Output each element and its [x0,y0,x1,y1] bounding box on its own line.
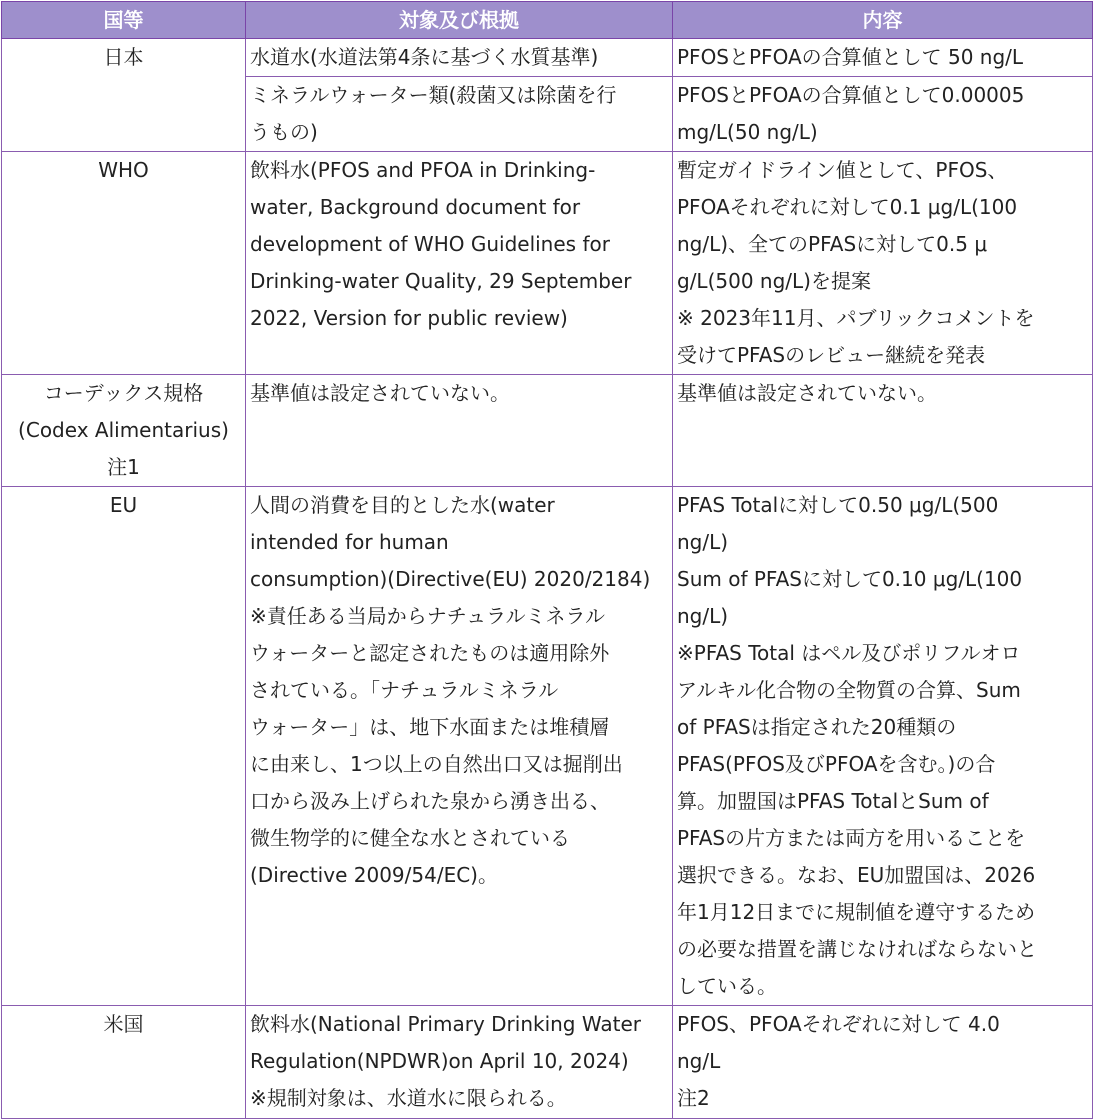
basis-cell: ミネラルウォーター類(殺菌又は除菌を行 うもの) [246,77,673,152]
country-cell: コーデックス規格 (Codex Alimentarius) 注1 [2,375,246,487]
basis-cell: 基準値は設定されていない。 [246,375,673,487]
country-cell: EU [2,487,246,1006]
header-country: 国等 [2,2,246,39]
table-row [2,487,1093,1006]
content-cell: PFAS Totalに対して0.50 μg/L(500 ng/L) Sum of PFASに対して0.10 μg/L(100 ng/L) ※PFAS Total はペル及びポリフルオロ アルキル化合物の全物質の合算、Sum of PFASは指定された20種類の PFAS(PFOS及びPFOAを含む。)の合 算。加盟国はPFAS TotalとSum of PFASの片方または両方を用いることを 選択できる。なお、EU加盟国は、2026 年1月12日までに規制値を遵守するため の必要な措置を講じなければならないと している。 [673,487,1093,1006]
header-basis: 対象及び根拠 [246,2,673,39]
table-row [2,152,1093,375]
content-cell: 基準値は設定されていない。 [673,375,1093,487]
content-cell: 暫定ガイドライン値として、PFOS、 PFOAそれぞれに対して0.1 μg/L(100 ng/L)、全てのPFASに対して0.5 μ g/L(500 ng/L)を提案 ※ 2023年11月、パブリックコメントを 受けてPFASのレビュー継続を発表 [673,152,1093,375]
header-row [2,2,1093,39]
country-cell: 日本 [2,39,246,152]
table-row [2,1006,1093,1119]
pfas-standards-table [1,1,1093,1119]
basis-cell: 飲料水(National Primary Drinking Water Regulation(NPDWR)on April 10, 2024) ※規制対象は、水道水に限られる。 [246,1006,673,1119]
header-content: 内容 [673,2,1093,39]
content-cell: PFOSとPFOAの合算値として0.00005 mg/L(50 ng/L) [673,77,1093,152]
country-cell: WHO [2,152,246,375]
basis-cell: 人間の消費を目的とした水(water intended for human consumption)(Directive(EU) 2020/2184) ※責任ある当局からナチュラルミネラル ウォーターと認定されたものは適用除外 されている。「ナチュラルミネラル ウォーター」は、地下水面または堆積層 に由来し、1つ以上の自然出口又は掘削出 口から汲み上げられた泉から湧き出る、 微生物学的に健全な水とされている (Directive 2009/54/EC)。 [246,487,673,1006]
basis-cell: 水道水(水道法第4条に基づく水質基準) [246,39,673,77]
country-cell: 米国 [2,1006,246,1119]
content-cell: PFOS、PFOAそれぞれに対して 4.0 ng/L 注2 [673,1006,1093,1119]
table-row [2,375,1093,487]
basis-cell: 飲料水(PFOS and PFOA in Drinking- water, Background document for development of WHO Guidelines for Drinking-water Quality, 29 September 2022, Version for public review) [246,152,673,375]
table-row [2,39,1093,77]
content-cell: PFOSとPFOAの合算値として 50 ng/L [673,39,1093,77]
